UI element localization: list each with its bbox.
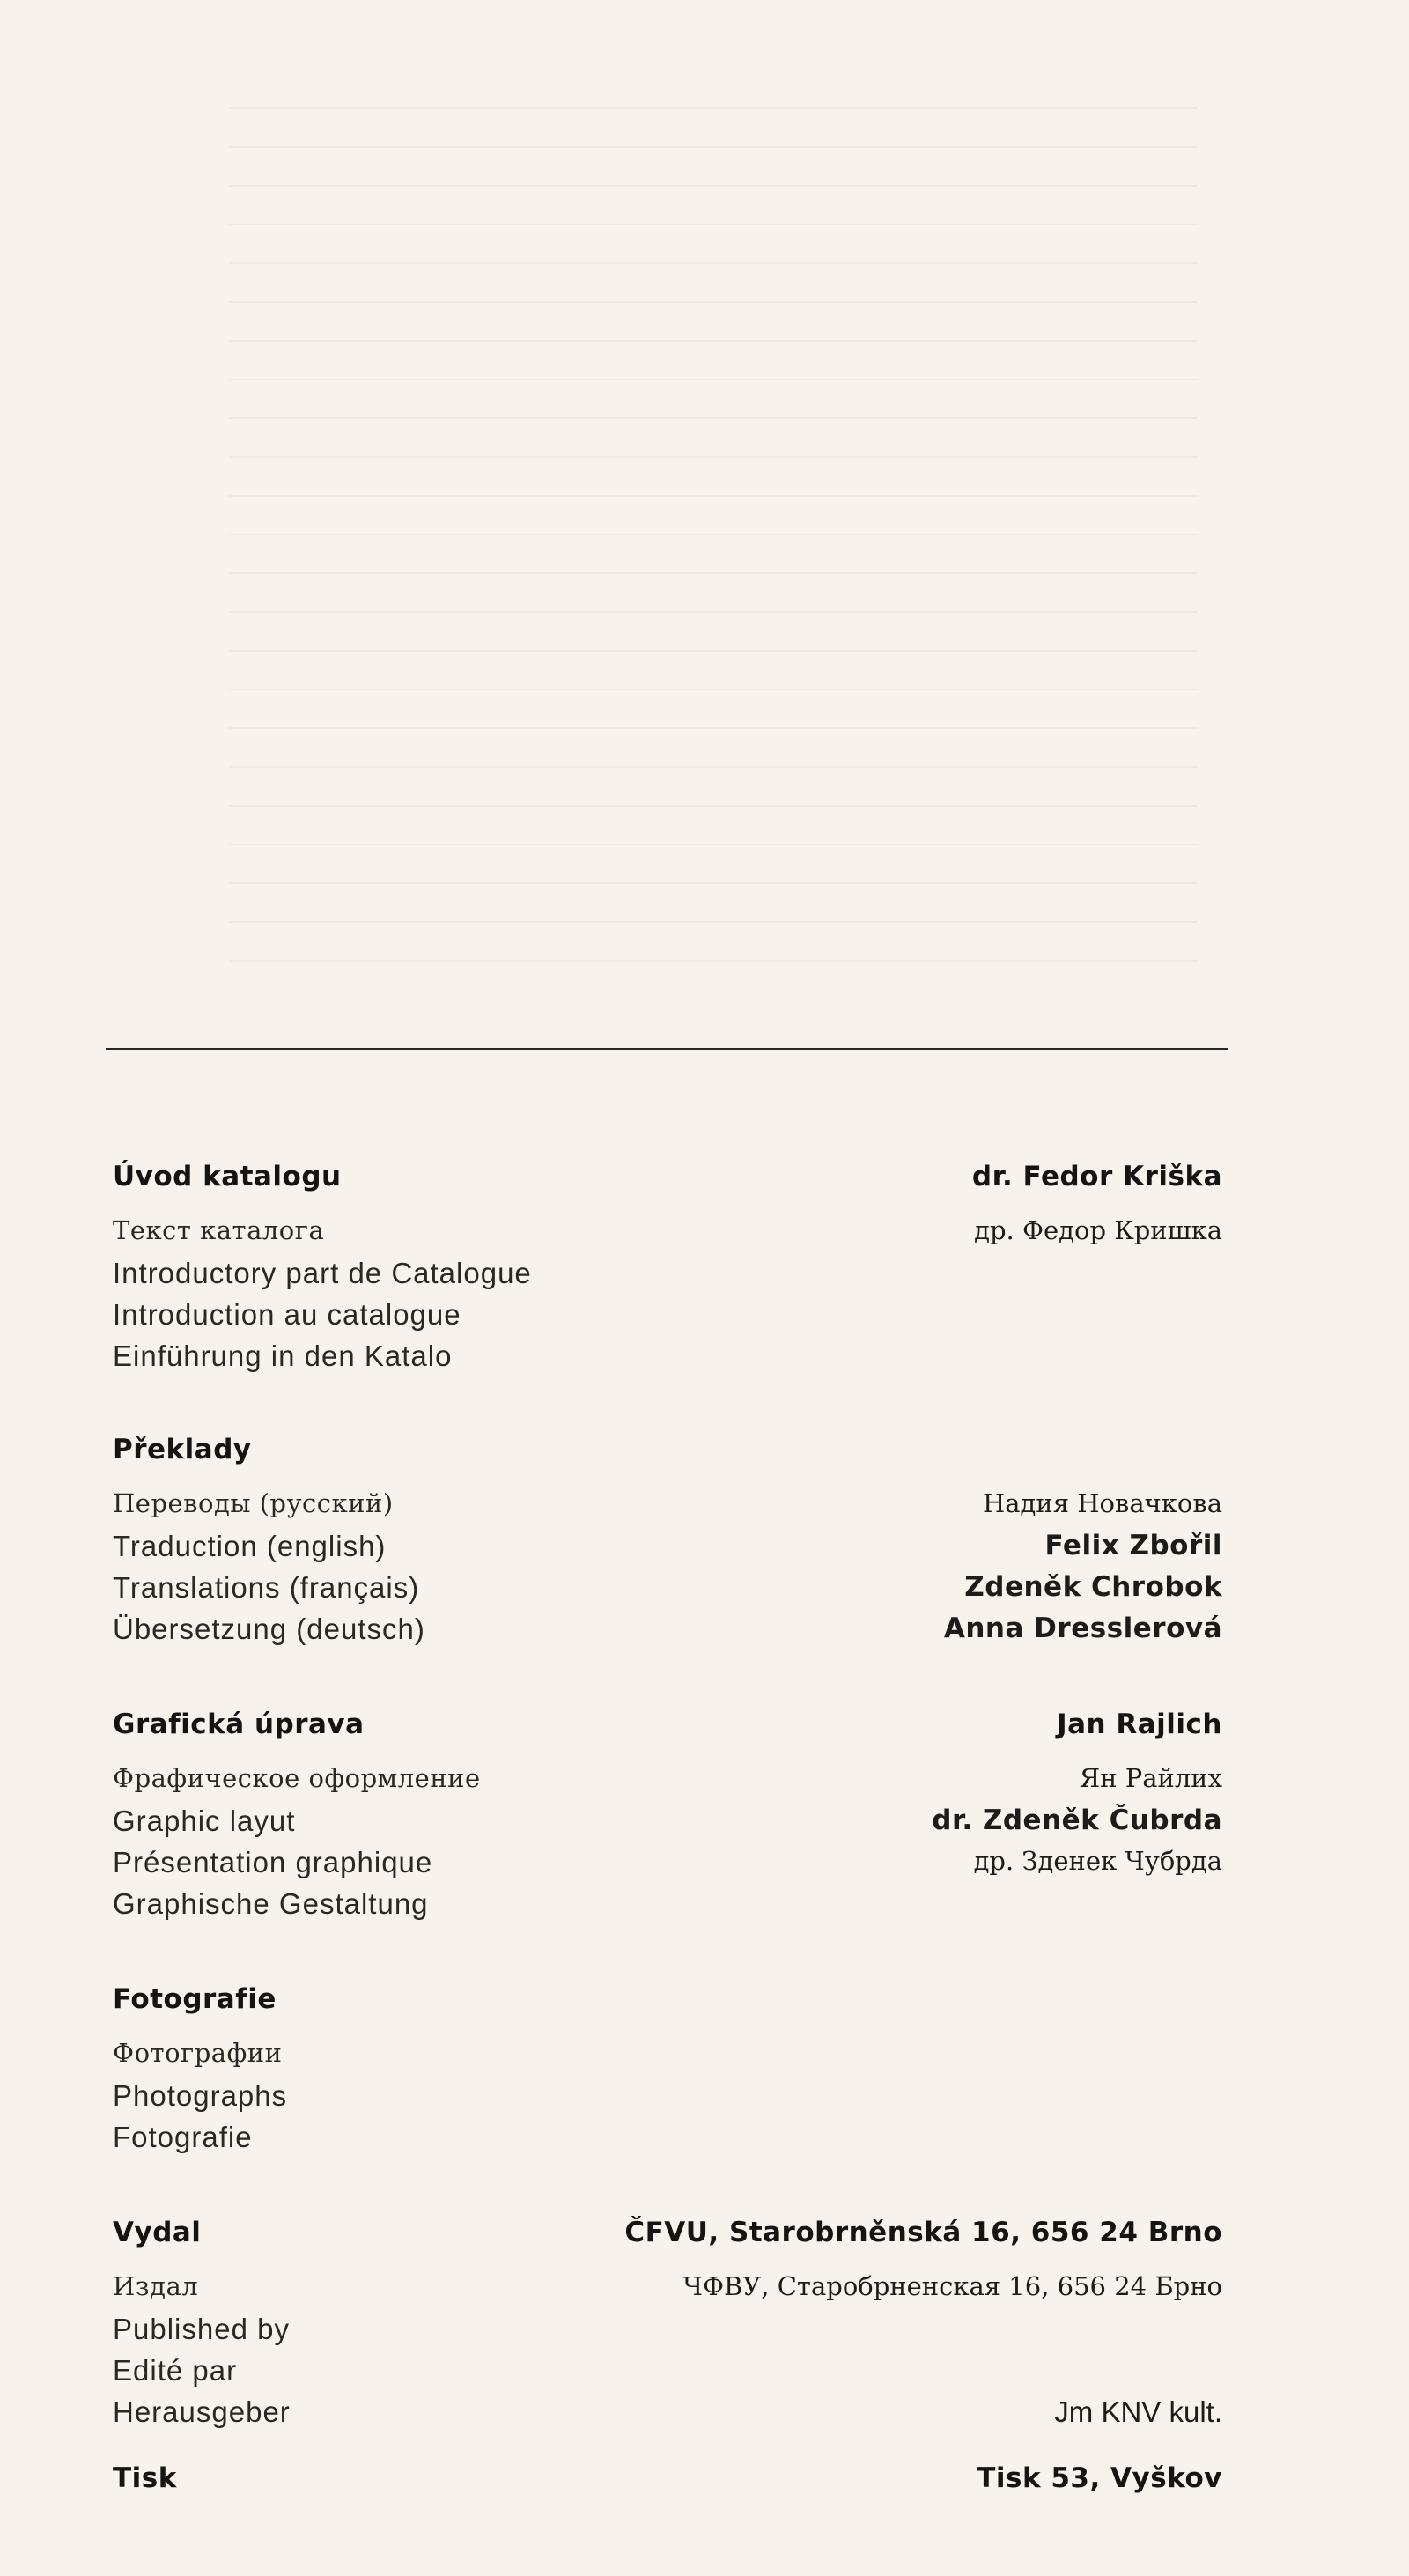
label-french: Edité par	[113, 2354, 238, 2387]
section-graphic-design	[113, 1709, 1222, 1929]
label-russian: Текст каталога	[113, 1215, 325, 1245]
printer-name: Tisk 53, Vyškov	[977, 2462, 1222, 2494]
label-english: Graphic layut	[113, 1805, 296, 1837]
label-french: Présentation graphique	[113, 1846, 433, 1878]
author-name-russian: др. Федор Кришка	[974, 1215, 1222, 1245]
label-english: Introductory part de Catalogue	[113, 1257, 532, 1289]
show-through-text	[229, 88, 1198, 969]
designer-name-2-russian: др. Зденек Чубрда	[973, 1846, 1222, 1876]
section-translations	[113, 1434, 1222, 1654]
label-russian: Фотографии	[113, 2038, 283, 2068]
label-english: Traduction (english)	[113, 1530, 387, 1562]
designer-name: Jan Rajlich	[1057, 1709, 1222, 1740]
author-name: dr. Fedor Kriška	[971, 1161, 1222, 1192]
label-russian: Издал	[113, 2271, 199, 2301]
publisher-address-russian: ЧФВУ, Старобрненская 16, 656 24 Брно	[682, 2271, 1222, 2301]
section-print	[113, 2462, 1222, 2505]
approval-note: Jm KNV kult.	[1054, 2395, 1222, 2428]
section-heading: Vydal	[113, 2217, 202, 2248]
label-german: Übersetzung (deutsch)	[113, 1613, 425, 1645]
label-french: Introduction au catalogue	[113, 1298, 461, 1331]
section-heading: Úvod katalogu	[113, 1161, 342, 1192]
translator-russian: Надия Новачкова	[982, 1488, 1222, 1518]
translator-french: Zdeněk Chrobok	[964, 1571, 1222, 1603]
label-english: Published by	[113, 2313, 290, 2345]
label-french: Translations (français)	[113, 1571, 420, 1604]
section-intro	[113, 1161, 1222, 1381]
label-german: Graphische Gestaltung	[113, 1887, 429, 1920]
label-german: Herausgeber	[113, 2395, 291, 2428]
section-heading: Fotografie	[113, 1983, 277, 2015]
label-english: Photographs	[113, 2079, 288, 2112]
separator-rule	[106, 1048, 1228, 1050]
translator-english: Felix Zbořil	[1044, 1530, 1222, 1561]
label-russian: Фрафическое оформление	[113, 1763, 481, 1793]
designer-name-russian: Ян Райлих	[1079, 1763, 1222, 1793]
section-photographs	[113, 1983, 1222, 2162]
section-heading: Grafická úprava	[113, 1709, 365, 1740]
publisher-address: ČFVU, Starobrněnská 16, 656 24 Brno	[624, 2217, 1222, 2248]
translator-german: Anna Dresslerová	[943, 1613, 1222, 1644]
section-heading: Překlady	[113, 1434, 252, 1465]
section-publisher	[113, 2217, 1222, 2437]
label-russian: Переводы (русский)	[113, 1488, 394, 1518]
label-german: Einführung in den Katalo	[113, 1340, 453, 1372]
section-heading: Tisk	[113, 2462, 177, 2494]
designer-name-2: dr. Zdeněk Čubrda	[932, 1805, 1222, 1836]
label-german: Fotografie	[113, 2121, 253, 2153]
